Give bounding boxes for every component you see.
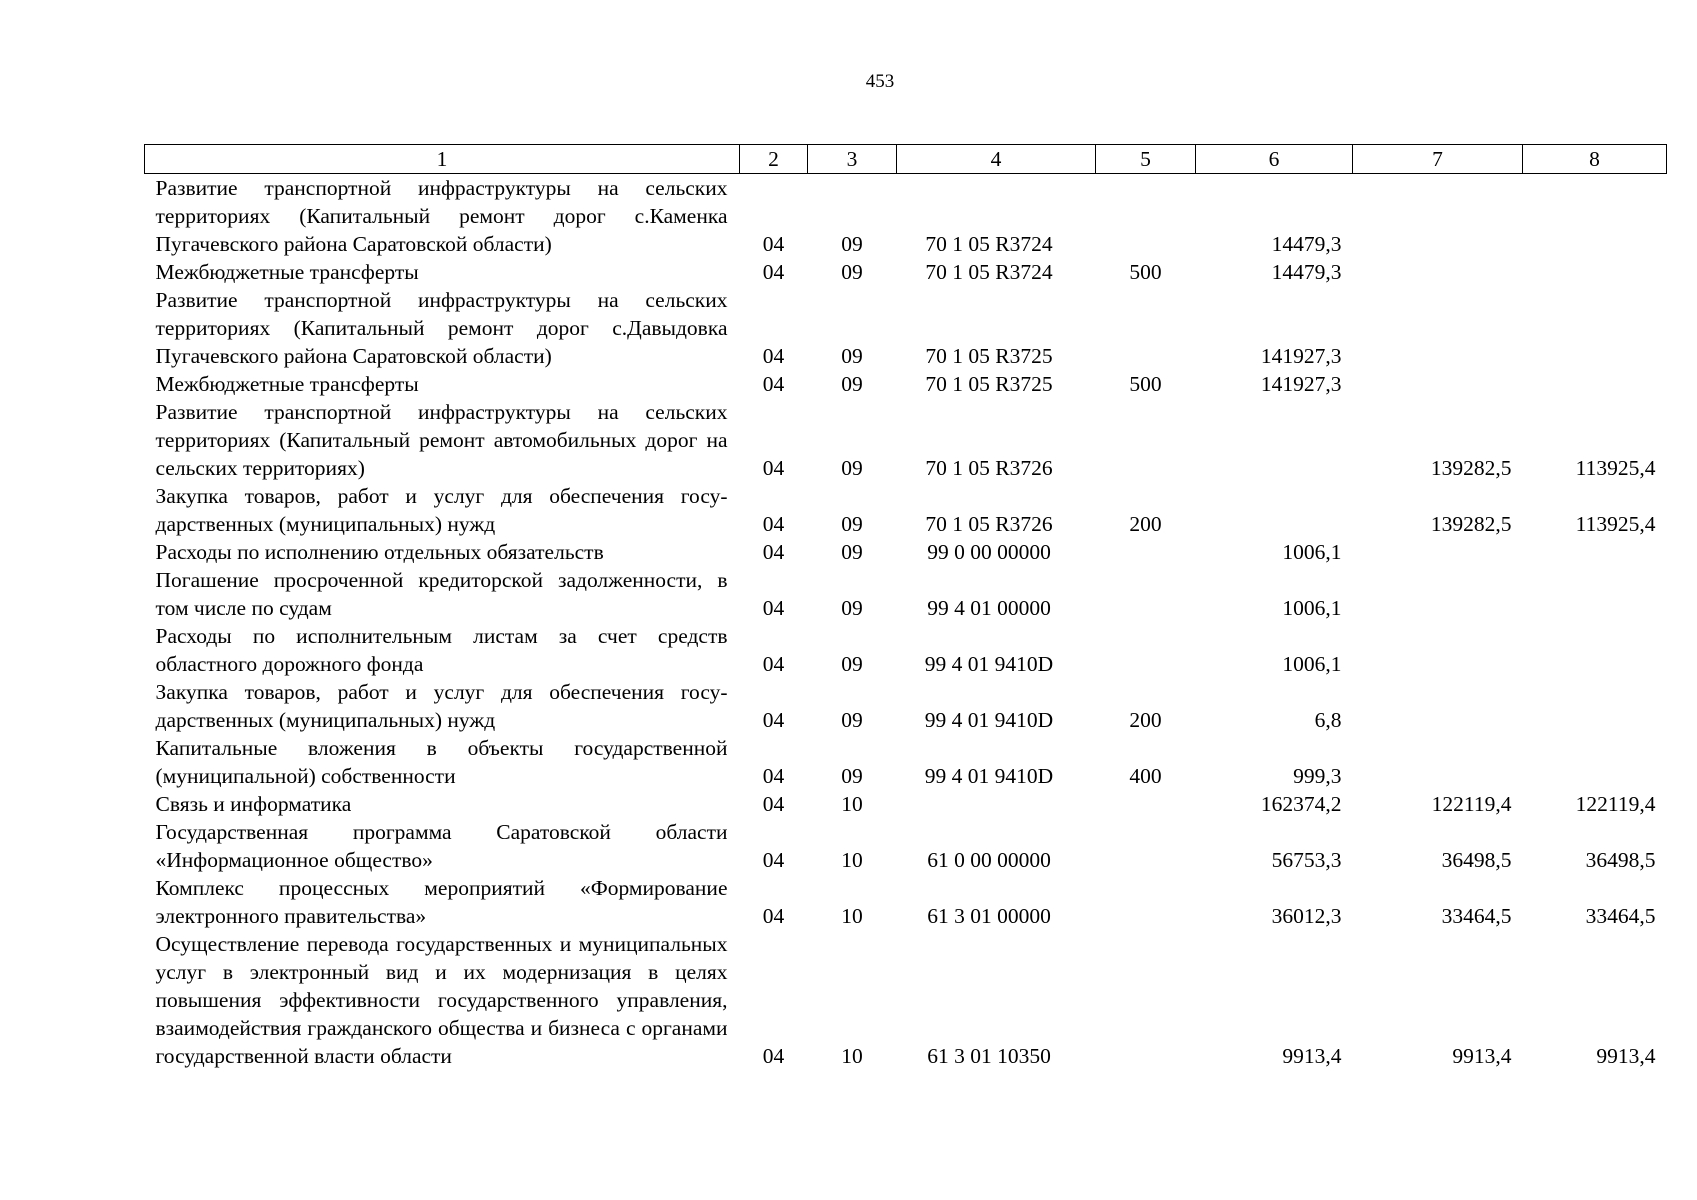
row-name: Государственная программа Саратовской области «Информационное общество» <box>155 820 728 872</box>
row-subsection: 10 <box>841 1044 863 1068</box>
row-target-article: 99 4 01 9410D <box>924 708 1054 732</box>
row-target-article: 99 4 01 9410D <box>924 764 1054 788</box>
row-expense-type <box>1096 818 1196 874</box>
row-expense-type: 200 <box>1129 512 1162 536</box>
table-row <box>145 734 1667 790</box>
row-section: 04 <box>762 372 785 396</box>
row-amount-col8: 122119,4 <box>1575 792 1656 816</box>
table-row <box>145 622 1667 678</box>
header-col-4: 4 <box>897 145 1096 174</box>
table-row <box>145 930 1667 1070</box>
row-target-article: 70 1 05 R3725 <box>925 344 1053 368</box>
row-amount-col7: 33464,5 <box>1441 904 1512 928</box>
row-amount-col8 <box>1523 566 1667 622</box>
row-amount-col6: 141927,3 <box>1260 372 1342 396</box>
row-amount-col6: 6,8 <box>1314 708 1342 732</box>
table-row <box>145 538 1667 566</box>
row-name: Связь и информатика <box>155 792 352 816</box>
row-expense-type <box>1096 566 1196 622</box>
row-subsection: 09 <box>841 540 863 564</box>
row-amount-col6: 1006,1 <box>1282 540 1342 564</box>
row-subsection: 09 <box>841 344 863 368</box>
row-amount-col7 <box>1353 286 1523 370</box>
row-section: 04 <box>762 260 785 284</box>
row-section: 04 <box>762 652 785 676</box>
row-amount-col6: 14479,3 <box>1271 260 1342 284</box>
row-amount-col8: 113925,4 <box>1575 512 1656 536</box>
row-target-article: 61 3 01 00000 <box>927 904 1051 928</box>
row-section: 04 <box>762 344 785 368</box>
table-row <box>145 874 1667 930</box>
row-amount-col8 <box>1523 734 1667 790</box>
row-subsection: 09 <box>841 764 863 788</box>
row-subsection: 09 <box>841 708 863 732</box>
row-amount-col8 <box>1523 174 1667 259</box>
row-name: Капитальные вложения в объекты государственной (муниципальной) собственности <box>155 736 728 788</box>
row-subsection: 09 <box>841 596 863 620</box>
table-body <box>145 174 1667 1071</box>
row-amount-col8 <box>1523 538 1667 566</box>
row-target-article: 70 1 05 R3725 <box>925 372 1053 396</box>
header-col-7: 7 <box>1353 145 1523 174</box>
row-subsection: 09 <box>841 260 863 284</box>
row-target-article: 70 1 05 R3726 <box>925 512 1053 536</box>
row-target-article: 99 0 00 00000 <box>927 540 1051 564</box>
row-section: 04 <box>762 904 785 928</box>
row-amount-col7 <box>1353 734 1523 790</box>
row-name: Закупка товаров, работ и услуг для обеспечения государственных (муниципальных) нужд <box>155 484 728 536</box>
budget-table <box>144 144 1667 1070</box>
row-amount-col7 <box>1353 622 1523 678</box>
row-amount-col8 <box>1523 286 1667 370</box>
row-name: Расходы по исполнению отдельных обязательств <box>155 540 604 564</box>
row-expense-type: 500 <box>1129 372 1162 396</box>
row-expense-type: 400 <box>1129 764 1162 788</box>
row-name: Развитие транспортной инфраструктуры на сельских территориях (Капитальный ремонт автомобильных дорог на сельских территориях) <box>155 400 728 480</box>
row-expense-type <box>1096 286 1196 370</box>
page-number: 453 <box>865 71 895 92</box>
row-amount-col8 <box>1523 622 1667 678</box>
row-expense-type <box>1096 622 1196 678</box>
row-amount-col6: 162374,2 <box>1260 792 1342 816</box>
row-amount-col6: 9913,4 <box>1282 1044 1342 1068</box>
row-target-article: 70 1 05 R3724 <box>925 232 1053 256</box>
row-expense-type <box>1096 398 1196 482</box>
table-row <box>145 370 1667 398</box>
row-amount-col7: 139282,5 <box>1430 456 1512 480</box>
row-amount-col7 <box>1353 538 1523 566</box>
row-target-article: 99 4 01 9410D <box>924 652 1054 676</box>
row-amount-col8: 9913,4 <box>1596 1044 1656 1068</box>
row-target-article: 99 4 01 00000 <box>927 596 1051 620</box>
row-section: 04 <box>762 708 785 732</box>
row-expense-type <box>1096 174 1196 259</box>
row-subsection: 09 <box>841 652 863 676</box>
row-name: Развитие транспортной инфраструктуры на сельских территориях (Капитальный ремонт дорог с.Давыдовка Пугачевского района Саратовской области) <box>155 288 728 368</box>
row-name: Комплекс процессных мероприятий «Формирование электронного правительства» <box>155 876 728 928</box>
table-row <box>145 398 1667 482</box>
row-name: Межбюджетные трансферты <box>155 260 419 284</box>
header-col-3: 3 <box>808 145 897 174</box>
header-col-6: 6 <box>1196 145 1353 174</box>
row-amount-col7: 139282,5 <box>1430 512 1512 536</box>
row-amount-col7: 122119,4 <box>1431 792 1512 816</box>
row-expense-type <box>1096 930 1196 1070</box>
row-amount-col6 <box>1196 482 1353 538</box>
table-row <box>145 818 1667 874</box>
row-target-article: 70 1 05 R3726 <box>925 456 1053 480</box>
row-amount-col8 <box>1523 678 1667 734</box>
row-amount-col8 <box>1523 258 1667 286</box>
table-row <box>145 482 1667 538</box>
row-section: 04 <box>762 1044 785 1068</box>
row-target-article <box>897 790 1096 818</box>
header-col-1: 1 <box>145 145 740 174</box>
row-amount-col6 <box>1196 398 1353 482</box>
row-expense-type <box>1096 874 1196 930</box>
header-col-5: 5 <box>1096 145 1196 174</box>
row-section: 04 <box>762 232 785 256</box>
row-expense-type: 200 <box>1129 708 1162 732</box>
row-amount-col8: 36498,5 <box>1585 848 1656 872</box>
row-amount-col7 <box>1353 678 1523 734</box>
row-section: 04 <box>762 512 785 536</box>
row-amount-col8: 33464,5 <box>1585 904 1656 928</box>
row-amount-col6: 56753,3 <box>1271 848 1342 872</box>
row-subsection: 09 <box>841 512 863 536</box>
row-subsection: 09 <box>841 456 863 480</box>
table-row <box>145 790 1667 818</box>
row-target-article: 70 1 05 R3724 <box>925 260 1053 284</box>
row-target-article: 61 0 00 00000 <box>927 848 1051 872</box>
row-amount-col7 <box>1353 370 1523 398</box>
row-amount-col6: 141927,3 <box>1260 344 1342 368</box>
row-subsection: 09 <box>841 232 863 256</box>
header-col-8: 8 <box>1523 145 1667 174</box>
row-target-article: 61 3 01 10350 <box>927 1044 1051 1068</box>
row-section: 04 <box>762 596 785 620</box>
row-amount-col7 <box>1353 566 1523 622</box>
row-amount-col6: 999,3 <box>1293 764 1342 788</box>
table-row <box>145 566 1667 622</box>
row-expense-type <box>1096 538 1196 566</box>
row-name: Закупка товаров, работ и услуг для обеспечения государственных (муниципальных) нужд <box>155 680 728 732</box>
row-amount-col7 <box>1353 174 1523 259</box>
row-name: Расходы по исполнительным листам за счет средств областного дорожного фонда <box>155 624 728 676</box>
row-amount-col8: 113925,4 <box>1575 456 1656 480</box>
row-section: 04 <box>762 764 785 788</box>
row-section: 04 <box>762 848 785 872</box>
row-amount-col7: 9913,4 <box>1452 1044 1512 1068</box>
row-amount-col6: 1006,1 <box>1282 596 1342 620</box>
table-header <box>145 145 1667 174</box>
row-amount-col8 <box>1523 370 1667 398</box>
header-row <box>145 145 1667 174</box>
row-name: Осуществление перевода государственных и муниципальных услуг в электронный вид и их модернизация в целях повышения эффективности государственного управления, взаимодействия гражданского общества и бизнеса с органами государственной власти области <box>155 932 728 1068</box>
table-row <box>145 678 1667 734</box>
row-expense-type <box>1096 790 1196 818</box>
row-section: 04 <box>762 792 785 816</box>
row-expense-type: 500 <box>1129 260 1162 284</box>
row-subsection: 10 <box>841 848 863 872</box>
row-subsection: 10 <box>841 904 863 928</box>
row-section: 04 <box>762 540 785 564</box>
row-name: Погашение просроченной кредиторской задолженности, в том числе по судам <box>155 568 728 620</box>
row-name: Развитие транспортной инфраструктуры на сельских территориях (Капитальный ремонт дорог с.Каменка Пугачевского района Саратовской области) <box>155 176 728 256</box>
row-subsection: 10 <box>841 792 863 816</box>
row-amount-col6: 36012,3 <box>1271 904 1342 928</box>
row-amount-col7: 36498,5 <box>1441 848 1512 872</box>
header-col-2: 2 <box>740 145 808 174</box>
row-amount-col6: 1006,1 <box>1282 652 1342 676</box>
row-name: Межбюджетные трансферты <box>155 372 419 396</box>
table-row <box>145 258 1667 286</box>
row-amount-col7 <box>1353 258 1523 286</box>
table-row <box>145 174 1667 259</box>
row-section: 04 <box>762 456 785 480</box>
row-subsection: 09 <box>841 372 863 396</box>
row-amount-col6: 14479,3 <box>1271 232 1342 256</box>
table-row <box>145 286 1667 370</box>
